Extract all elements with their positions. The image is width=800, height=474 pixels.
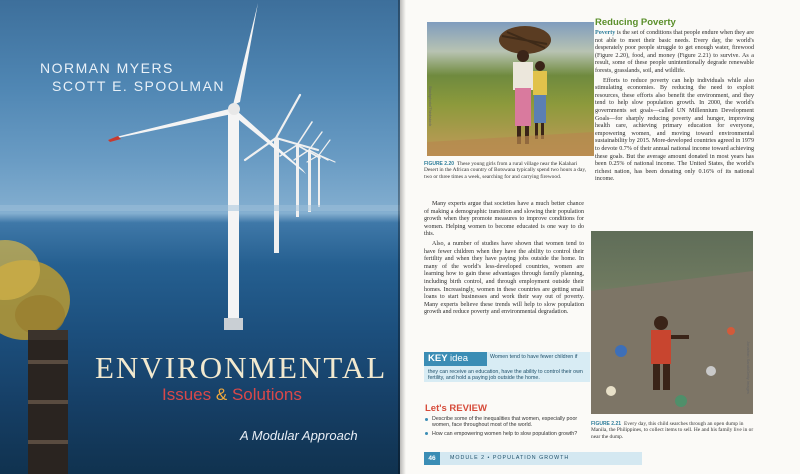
figure-2-21-label: FIGURE 2.21 — [591, 421, 622, 427]
key-idea-label-idea: idea — [450, 353, 468, 364]
poverty-definition-text: is the set of conditions that people endure when they are not able to meet their basic needs. Every day, the world's desperately poor people struggle to get enough water, firewood (Figure 2.20), food, and money (Figure 2.21) to survive. As a result, some of these people unintentionally degrade renewable forests, grasslands, soil, and wildlife. — [595, 30, 754, 74]
key-idea-box — [424, 352, 590, 382]
review-title: Let's REVIEW — [425, 403, 487, 414]
book-tagline: A Modular Approach — [240, 428, 358, 443]
textbook-page — [400, 0, 800, 474]
women-conditions-paragraph: Many experts argue that societies have a much better chance of making a demographic transition and slowing their population growth when they promote measures to improve conditions for women. Helping women to become educated is one way to do this. — [424, 201, 584, 238]
page-footer — [424, 452, 642, 465]
figure-2-20-photo — [427, 22, 594, 156]
left-text-column — [424, 201, 584, 317]
poverty-definition-paragraph — [595, 30, 754, 76]
right-text-column — [595, 30, 754, 184]
poverty-term: Poverty — [595, 30, 616, 36]
author-name-2: SCOTT E. SPOOLMAN — [52, 78, 226, 94]
figure-2-20-caption — [424, 161, 592, 180]
key-idea-label-key: KEY — [428, 353, 448, 364]
subtitle-issues: Issues — [162, 385, 212, 404]
figure-2-21-caption — [591, 421, 761, 440]
figure-2-21-credit: Jonathan Saruk/Getty Images — [746, 341, 751, 394]
figure-2-20-label: FIGURE 2.20 — [424, 161, 455, 167]
key-idea-text-1: Women tend to have fewer children if — [490, 354, 578, 360]
girls-carrying-firewood-image — [427, 22, 594, 156]
subtitle-solutions: Solutions — [231, 385, 302, 404]
module-label: MODULE 2 • POPULATION GROWTH — [450, 455, 570, 461]
review-item: How can empowering women help to slow population growth? — [425, 431, 593, 437]
figure-2-21-caption-text: Every day, this child searches through an open dump in Manila, the Philippines, to collect items to sell. He and his family live in or near the dump. — [591, 421, 754, 440]
figure-2-20-caption-text: These young girls from a rural village near the Kalahari Desert in the African country of Botswana typically spend two hours a day, two or three times a week, searching for and carrying firewood. — [424, 161, 587, 180]
section-heading: Reducing Poverty — [595, 17, 676, 28]
key-idea-label — [424, 352, 487, 366]
subtitle-ampersand: & — [215, 385, 228, 404]
review-item: Describe some of the inequalities that women, especially poor women, face throughout most of the world. — [425, 416, 593, 429]
figure-2-21-photo — [591, 231, 753, 414]
poverty-efforts-paragraph: Efforts to reduce poverty can help individuals while also stimulating economies. By reducing the need to exploit resources, these efforts also benefit the environment, and they tend to help slow population growth. In 2000, the world's governments set goals—called UN Millennium Development Goals—for sharply reducing poverty and hunger, improving health care, achieving primary education for everyone, empowering women, and moving toward environmental sustainability by 2015. More-developed countries agreed in 1979 to devote 0.7% of their annual national income toward achieving these goals. But the average amount donated in most years has been 0.25% of national income. The United States, the world's richest nation, has been donating only 0.16% of its national income. — [595, 77, 754, 183]
figure-2-20-credit: Stockphoto/Thinkstock — [428, 86, 433, 127]
page-number: 46 — [424, 452, 440, 465]
book-title: ENVIRONMENTAL — [95, 350, 388, 385]
book-subtitle — [162, 385, 302, 405]
author-name-1: NORMAN MYERS — [40, 60, 174, 76]
child-at-dump-image — [591, 231, 753, 414]
key-idea-text-2: they can receive an education, have the ability to control their own fertility, and hold a paying job outside the home. — [428, 369, 583, 382]
book-gutter-shadow — [398, 0, 406, 474]
women-fertility-paragraph: Also, a number of studies have shown that women tend to have fewer children when they have the ability to control their fertility and when they have paying jobs outside the home. In many of the world's less-developed countries, women are learning how to gain these advantages through family planning, including birth control, and through employment outside their homes. Increasingly, women in these countries are getting small loans to start businesses and work their way out of poverty. Many experts believe these trends will help to slow population growth and reduce poverty and environmental degradation. — [424, 240, 584, 316]
review-list — [425, 416, 593, 439]
